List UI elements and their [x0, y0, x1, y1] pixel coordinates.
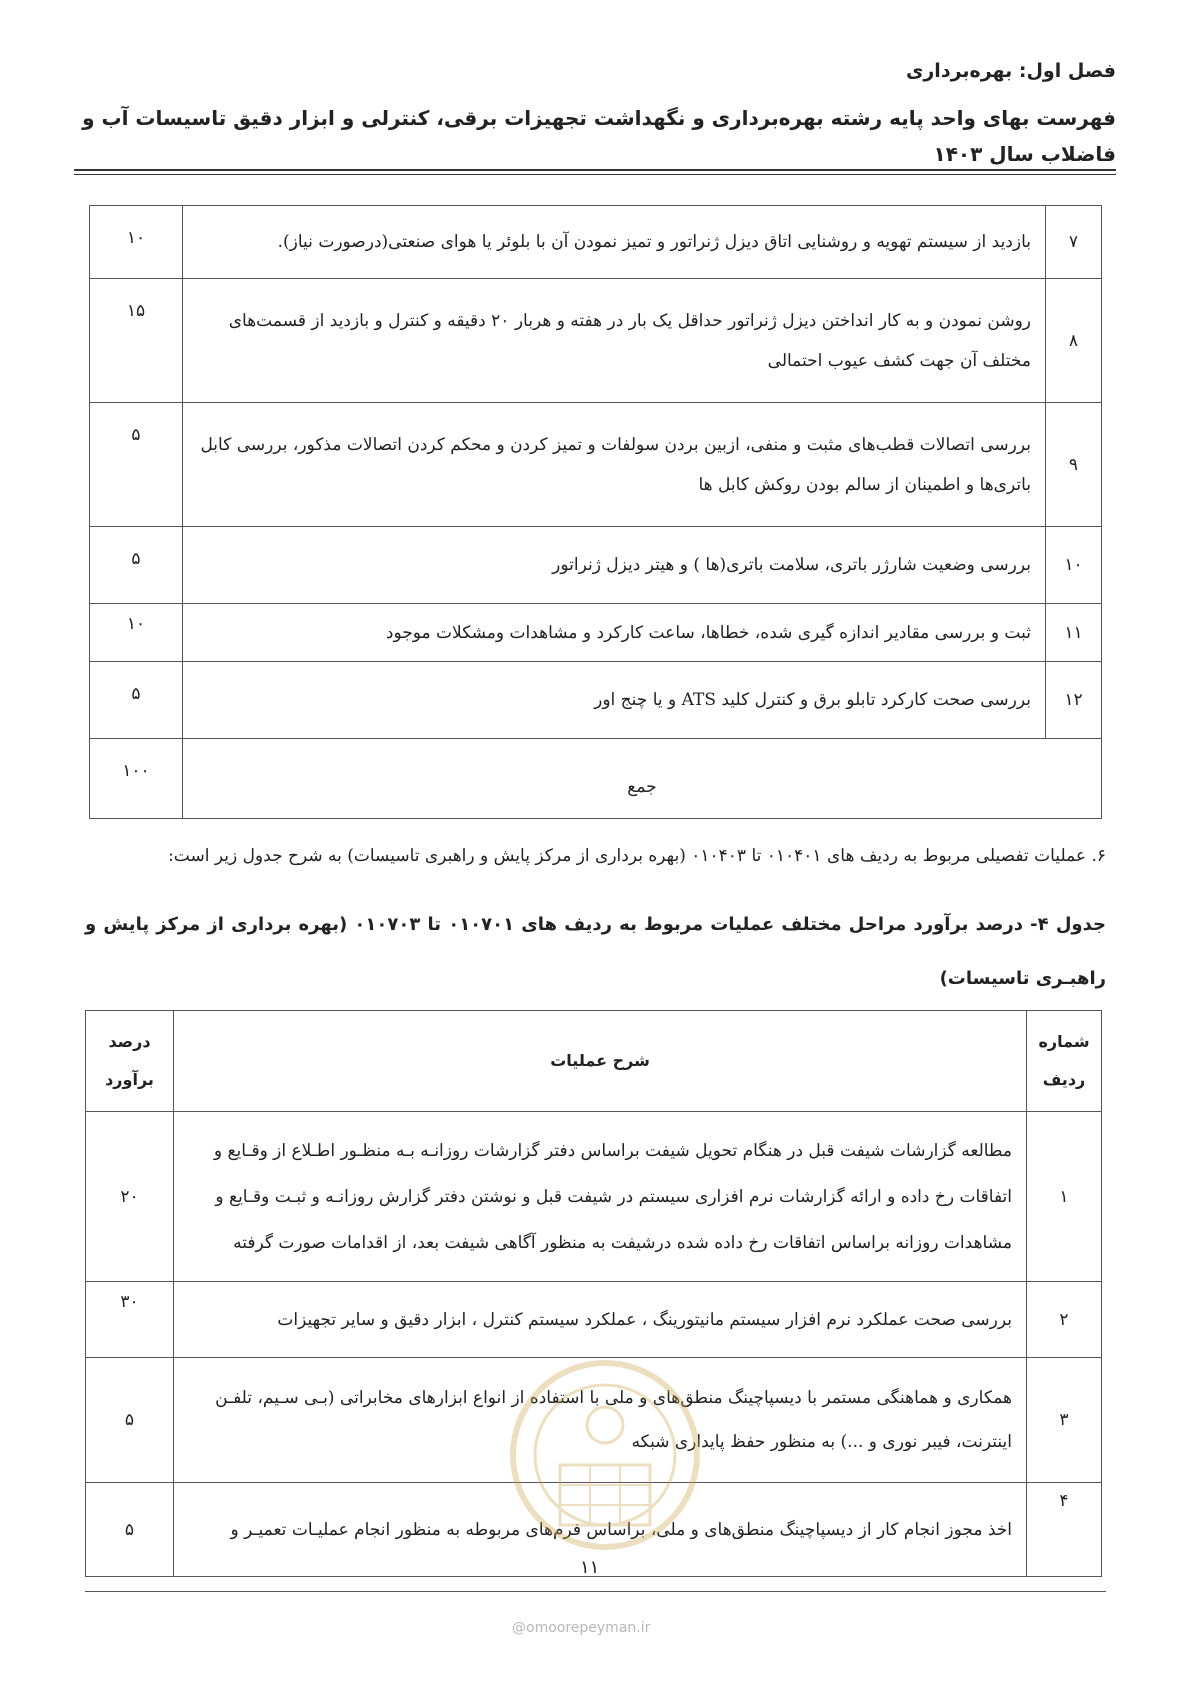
- row-percent: ۳۰: [86, 1282, 174, 1358]
- table-row: [90, 279, 1102, 403]
- table-row: [90, 403, 1102, 527]
- row-percent: ۵: [90, 403, 183, 527]
- row-number: ۱۰: [1046, 527, 1102, 604]
- footer-rule: [85, 1591, 1106, 1592]
- row-percent: ۵: [86, 1358, 174, 1483]
- row-description: بررسی صحت کارکرد تابلو برق و کنترل کلید ATS و یا چنج اور: [183, 662, 1046, 739]
- row-description: بررسی صحت عملکرد نرم افزار سیستم مانیتورینگ ، عملکرد سیستم کنترل ، ابزار دقیق و سایر تجهیزات: [174, 1282, 1027, 1358]
- row-description: مطالعه گزارشات شیفت قبل در هنگام تحویل شیفت براساس دفتر گزارشات روزانـه بـه منظـور اطـلاع از وقـایع و اتفاقات رخ داده و ارائه گزارشات نرم افزاری سیستم در شیفت قبل و نوشتن دفتر گزارش روزانـه و ثبـت وقـایع و مشاهدات روزانه براساس اتفاقات رخ داده شده درشیفت به منظور آگاهی شیفت بعد، از اقدامات صورت گرفته: [174, 1112, 1027, 1282]
- row-description: بررسی اتصالات قطب‌های مثبت و منفی، ازبین بردن سولفات و تمیز کردن و محکم کردن اتصالات مذکور، بررسی کابل باتری‌ها و اطمینان از سالم بودن روکش کابل ها: [183, 403, 1046, 527]
- page-number: ۱۱: [580, 1557, 600, 1578]
- row-number: ۹: [1046, 403, 1102, 527]
- total-label: جمع: [183, 739, 1102, 819]
- row-description: بازدید از سیستم تهویه و روشنایی اتاق دیزل ژنراتور و تمیز نمودن آن با بلوئر یا هوای صنعتی(درصورت نیاز).: [183, 206, 1046, 279]
- header-rule: [74, 169, 1116, 171]
- row-description: روشن نمودن و به کار انداختن دیزل ژنراتور حداقل یک بار در هفته و هربار ۲۰ دقیقه و کنترل و بازدید از قسمت‌های مختلف آن جهت کشف عیوب احتمالی: [183, 279, 1046, 403]
- row-description: بررسی وضعیت شارژر باتری، سلامت باتری(ها ) و هیتر دیزل ژنراتور: [183, 527, 1046, 604]
- site-watermark: @omoorepeyman.ir: [512, 1620, 651, 1636]
- header-description: شرح عملیات: [174, 1011, 1027, 1112]
- row-percent: ۱۰: [90, 604, 183, 662]
- note-paragraph: ۶. عملیات تفصیلی مربوط به ردیف های ۰۱۰۴۰۱ تا ۰۱۰۴۰۳ (بهره برداری از مرکز پایش و راهبری تاسیسات) به شرح جدول زیر است:: [168, 846, 1106, 866]
- row-number: ۱۲: [1046, 662, 1102, 739]
- document-title: فهرست بهای واحد پایه رشته بهره‌برداری و نگهداشت تجهیزات برقی، کنترلی و ابزار دقیق تاسیسات آب و فاضلاب سال ۱۴۰۳: [82, 106, 1116, 166]
- table-total-row: [90, 739, 1102, 819]
- row-number: ۱۱: [1046, 604, 1102, 662]
- row-percent: ۵: [90, 527, 183, 604]
- table-row: [90, 527, 1102, 604]
- row-number: ۸: [1046, 279, 1102, 403]
- header-rule-thin: [74, 174, 1116, 175]
- table-row: [90, 206, 1102, 279]
- row-number: ۲: [1027, 1282, 1102, 1358]
- total-value: ۱۰۰: [90, 739, 183, 819]
- table-caption: جدول ۴- درصد برآورد مراحل مختلف عملیات مربوط به ردیف های ۰۱۰۷۰۱ تا ۰۱۰۷۰۳ (بهره برداری از مرکز پایش و راهبـری تاسیسات): [85, 914, 1106, 989]
- row-percent: ۲۰: [86, 1112, 174, 1282]
- row-description: همکاری و هماهنگی مستمر با دیسپاچینگ منطق‌های و ملی با استفاده از انواع ابزارهای مخابراتی (بـی سـیم، تلفـن اینترنت، فیبر نوری و ...) به منظور حفظ پایداری شبکه: [174, 1358, 1027, 1483]
- row-number: ۱: [1027, 1112, 1102, 1282]
- row-percent: ۱۰: [90, 206, 183, 279]
- header-row-number: شماره ردیف: [1027, 1011, 1102, 1112]
- table-row: [90, 604, 1102, 662]
- row-number: ۴: [1027, 1483, 1102, 1577]
- row-percent: ۵: [90, 662, 183, 739]
- table-row: [90, 662, 1102, 739]
- row-number: ۷: [1046, 206, 1102, 279]
- row-percent: ۱۵: [90, 279, 183, 403]
- row-description: اخذ مجوز انجام کار از دیسپاچینگ منطق‌های و ملی، براساس فرم‌های مربوطه به منظور انجام عملیـات تعمیـر و: [174, 1483, 1027, 1577]
- row-percent: ۵: [86, 1483, 174, 1577]
- row-description: ثبت و بررسی مقادیر اندازه گیری شده، خطاها، ساعت کارکرد و مشاهدات ومشکلات موجود: [183, 604, 1046, 662]
- header-percent: درصد برآورد: [86, 1011, 174, 1112]
- operations-table-continued: [89, 205, 1102, 819]
- table-row: [86, 1112, 1102, 1282]
- chapter-heading: فصل اول: بهره‌برداری: [905, 60, 1116, 82]
- row-number: ۳: [1027, 1358, 1102, 1483]
- seal-watermark: [505, 1345, 705, 1595]
- table-header-row: [86, 1011, 1102, 1112]
